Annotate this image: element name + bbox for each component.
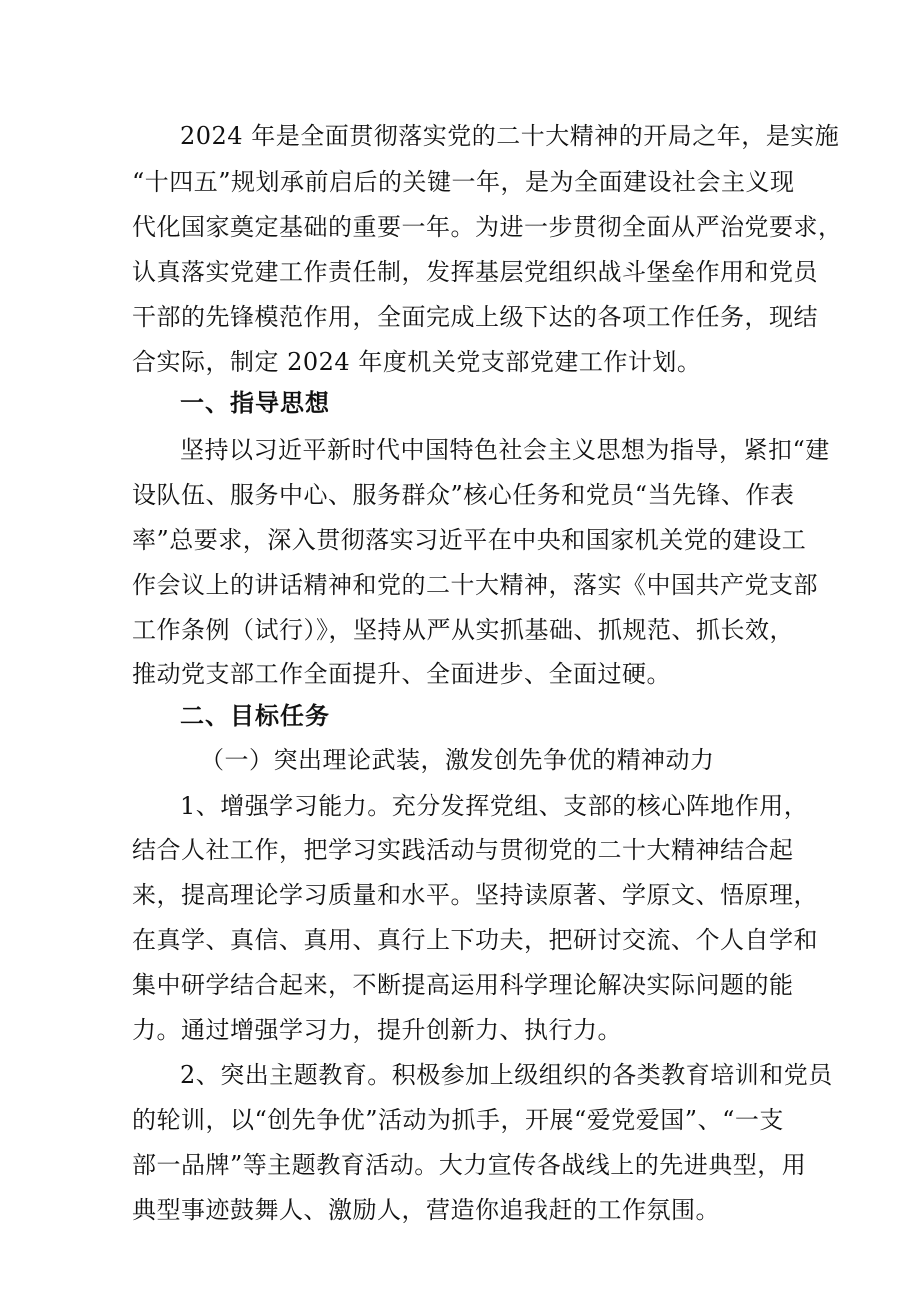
paragraph-line: 结合人社工作，把学习实践活动与贯彻党的二十大精神结合起	[132, 836, 794, 864]
subsection-heading: （一）突出理论武装，激发创先争优的精神动力	[200, 746, 715, 774]
paragraph-line: 坚持以习近平新时代中国特色社会主义思想为指导，紧扣“建	[180, 436, 830, 464]
paragraph-line: 作会议上的讲话精神和党的二十大精神，落实《中国共产党支部	[132, 571, 818, 599]
paragraph-line: “十四五”规划承前启后的关键一年，是为全面建设社会主义现	[132, 168, 795, 196]
paragraph-line: 代化国家奠定基础的重要一年。为进一步贯彻全面从严治党要求，	[132, 213, 843, 241]
paragraph-line: 典型事迹鼓舞人、激励人，营造你追我赶的工作氛围。	[132, 1196, 720, 1224]
paragraph-line: 工作条例（试行）》，坚持从严从实抓基础、抓规范、抓长效，	[132, 616, 794, 644]
paragraph-line: 2024 年是全面贯彻落实党的二十大精神的开局之年，是实施	[180, 122, 840, 150]
paragraph-line: 部一品牌”等主题教育活动。大力宣传各战线上的先进典型，用	[132, 1151, 807, 1179]
paragraph-line: 认真落实党建工作责任制，发挥基层党组织战斗堡垒作用和党员	[132, 258, 818, 286]
section-heading-goals-tasks: 二、目标任务	[180, 702, 330, 730]
paragraph-line: 力。通过增强学习力，提升创新力、执行力。	[132, 1016, 622, 1044]
paragraph-line: 在真学、真信、真用、真行上下功夫，把研讨交流、个人自学和	[132, 926, 818, 954]
paragraph-line: 1、增强学习能力。充分发挥党组、支部的核心阵地作用，	[180, 792, 809, 820]
paragraph-line: 集中研学结合起来，不断提高运用科学理论解决实际问题的能	[132, 971, 794, 999]
paragraph-line: 率”总要求，深入贯彻落实习近平在中央和国家机关党的建设工	[132, 526, 807, 554]
paragraph-line: 2、突出主题教育。积极参加上级组织的各类教育培训和党员	[180, 1061, 833, 1089]
paragraph-line: 合实际，制定 2024 年度机关党支部党建工作计划。	[132, 348, 702, 376]
paragraph-line: 设队伍、服务中心、服务群众”核心任务和党员“当先锋、作表	[132, 481, 795, 509]
paragraph-line: 的轮训，以“创先争优”活动为抓手，开展“爱党爱国”、“一支	[132, 1106, 784, 1134]
paragraph-line: 来，提高理论学习质量和水平。坚持读原著、学原文、悟原理，	[132, 881, 818, 909]
paragraph-line: 干部的先锋模范作用，全面完成上级下达的各项工作任务，现结	[132, 303, 818, 331]
paragraph-line: 推动党支部工作全面提升、全面进步、全面过硬。	[132, 660, 671, 688]
section-heading-guiding-ideology: 一、指导思想	[180, 389, 330, 417]
